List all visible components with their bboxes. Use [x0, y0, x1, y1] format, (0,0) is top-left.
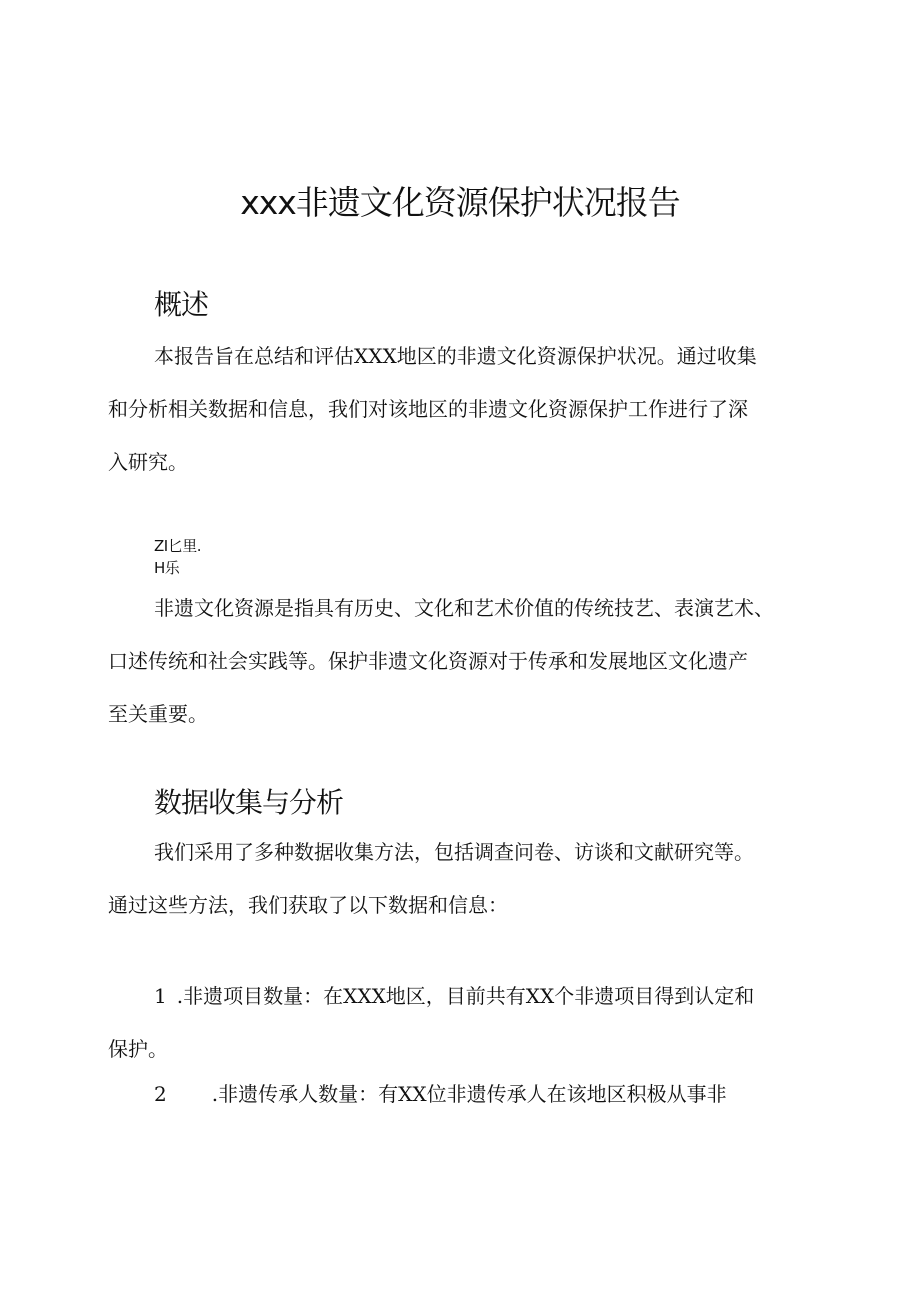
- paragraph-line: 口述传统和社会实践等。保护非遗文化资源对于传承和发展地区文化遗产: [108, 649, 748, 673]
- paragraph-line: 通过这些方法，我们获取了以下数据和信息：: [108, 893, 508, 917]
- document-title: xxx非遗文化资源保护状况报告: [240, 183, 680, 222]
- list-item-text: .非遗项目数量：在XXX地区，目前共有XX个非遗项目得到认定和: [176, 984, 755, 1008]
- list-item-number: 2: [154, 1082, 167, 1106]
- paragraph-overview: [108, 330, 820, 489]
- paragraph-line: 和分析相关数据和信息，我们对该地区的非遗文化资源保护工作进行了深: [108, 397, 748, 421]
- list-item-text: .非遗传承人数量：有XX位非遗传承人在该地区积极从事非: [211, 1082, 727, 1106]
- section-heading-overview: 概述: [154, 288, 209, 321]
- paragraph-line: 入研究。: [108, 450, 188, 474]
- paragraph-line: 至关重要。: [108, 702, 208, 726]
- paragraph-data-collection: [108, 826, 820, 932]
- list-item: [108, 1068, 727, 1121]
- list-item: [108, 970, 754, 1076]
- paragraph-line: 非遗文化资源是指具有历史、文化和艺术价值的传统技艺、表演艺术、: [154, 596, 774, 620]
- list-item-text: 保护。: [108, 1037, 168, 1061]
- paragraph-line: 我们采用了多种数据收集方法，包括调查问卷、访谈和文献研究等。: [154, 840, 754, 864]
- subheading-label-line: ZI匕里.: [154, 537, 201, 555]
- paragraph-definition: [108, 582, 820, 741]
- section-heading-data-collection: 数据收集与分析: [154, 786, 344, 819]
- paragraph-line: 本报告旨在总结和评估XXX地区的非遗文化资源保护状况。通过收集: [154, 344, 757, 368]
- subheading-label-line: H乐: [154, 559, 180, 577]
- list-item-number: 1: [154, 984, 167, 1008]
